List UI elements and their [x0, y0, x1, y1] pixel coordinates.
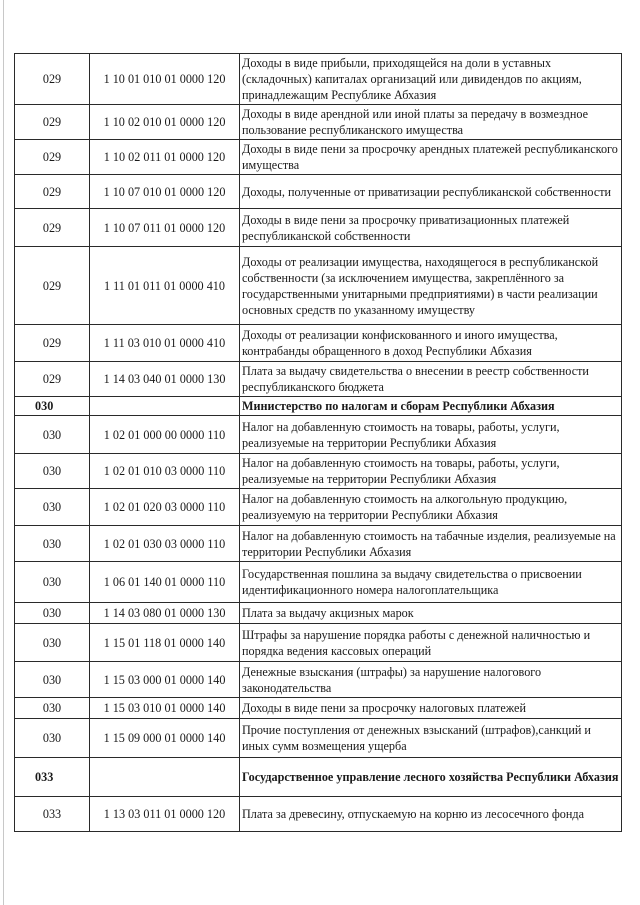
- admin-code-cell: 030: [15, 719, 90, 758]
- table-row: [15, 175, 622, 209]
- budget-code-cell: 1 15 03 010 01 0000 140: [90, 698, 240, 719]
- admin-code-cell: 029: [15, 54, 90, 105]
- table-row: [15, 719, 622, 758]
- admin-code-cell: 033: [15, 758, 90, 797]
- budget-code-cell: 1 10 07 010 01 0000 120: [90, 175, 240, 209]
- budget-code-cell: 1 02 01 030 03 0000 110: [90, 526, 240, 562]
- description-cell: Плата за выдачу свидетельства о внесении в реестр собственности республиканского бюджета: [240, 362, 622, 397]
- budget-code-cell: 1 13 03 011 01 0000 120: [90, 797, 240, 832]
- description-cell: Доходы, полученные от приватизации республиканской собственности: [240, 175, 622, 209]
- description-cell: Доходы в виде прибыли, приходящейся на доли в уставных (складочных) капиталах организаций или дивидендов по акциям, принадлежащим Республике Абхазия: [240, 54, 622, 105]
- table-row: [15, 362, 622, 397]
- admin-code-cell: 029: [15, 247, 90, 325]
- table-section-header-row: [15, 397, 622, 416]
- table-row: [15, 54, 622, 105]
- page-edge-line: [3, 0, 4, 905]
- description-cell: Налог на добавленную стоимость на алкогольную продукцию, реализуемую на территории Республики Абхазия: [240, 489, 622, 526]
- admin-code-cell: 030: [15, 416, 90, 454]
- table-section-header-row: [15, 758, 622, 797]
- admin-code-cell: 030: [15, 562, 90, 603]
- admin-code-cell: 030: [15, 698, 90, 719]
- admin-code-cell: 029: [15, 175, 90, 209]
- budget-code-cell: 1 10 07 011 01 0000 120: [90, 209, 240, 247]
- table-row: [15, 140, 622, 175]
- description-cell: Доходы в виде пени за просрочку арендных платежей республиканского имущества: [240, 140, 622, 175]
- description-cell: Государственное управление лесного хозяйства Республики Абхазия: [240, 758, 622, 797]
- budget-code-cell: 1 06 01 140 01 0000 110: [90, 562, 240, 603]
- table-row: [15, 416, 622, 454]
- budget-code-cell: 1 11 03 010 01 0000 410: [90, 325, 240, 362]
- description-cell: Доходы в виде арендной или иной платы за передачу в возмездное пользование республиканского имущества: [240, 105, 622, 140]
- description-cell: Плата за выдачу акцизных марок: [240, 603, 622, 624]
- admin-code-cell: 029: [15, 105, 90, 140]
- description-cell: Налог на добавленную стоимость на товары, работы, услуги, реализуемые на территории Республики Абхазия: [240, 416, 622, 454]
- description-cell: Плата за древесину, отпускаемую на корню из лесосечного фонда: [240, 797, 622, 832]
- description-cell: Доходы в виде пени за просрочку приватизационных платежей республиканской собственности: [240, 209, 622, 247]
- budget-code-cell: 1 10 02 011 01 0000 120: [90, 140, 240, 175]
- admin-code-cell: 029: [15, 140, 90, 175]
- admin-code-cell: 030: [15, 526, 90, 562]
- description-cell: Налог на добавленную стоимость на табачные изделия, реализуемые на территории Республики Абхазия: [240, 526, 622, 562]
- description-cell: Государственная пошлина за выдачу свидетельства о присвоении идентификационного номера налогоплательщика: [240, 562, 622, 603]
- table-row: [15, 797, 622, 832]
- description-cell: Министерство по налогам и сборам Республики Абхазия: [240, 397, 622, 416]
- budget-code-cell: 1 14 03 080 01 0000 130: [90, 603, 240, 624]
- budget-code-cell: 1 02 01 020 03 0000 110: [90, 489, 240, 526]
- budget-code-cell: 1 11 01 011 01 0000 410: [90, 247, 240, 325]
- budget-code-cell: 1 10 01 010 01 0000 120: [90, 54, 240, 105]
- budget-code-cell: 1 02 01 010 03 0000 110: [90, 454, 240, 489]
- budget-code-cell: [90, 758, 240, 797]
- description-cell: Штрафы за нарушение порядка работы с денежной наличностью и порядка ведения кассовых операций: [240, 624, 622, 662]
- table-row: [15, 562, 622, 603]
- table-body: [15, 54, 622, 832]
- admin-code-cell: 029: [15, 325, 90, 362]
- table-row: [15, 247, 622, 325]
- table-row: [15, 624, 622, 662]
- table-row: [15, 454, 622, 489]
- budget-code-cell: 1 15 03 000 01 0000 140: [90, 662, 240, 698]
- budget-code-cell: 1 15 01 118 01 0000 140: [90, 624, 240, 662]
- admin-code-cell: 030: [15, 624, 90, 662]
- description-cell: Доходы от реализации имущества, находящегося в республиканской собственности (за исключением имущества, закреплённого за государственными унитарными предприятиями) в части реализации основных средств по указанному имуществу: [240, 247, 622, 325]
- admin-code-cell: 030: [15, 397, 90, 416]
- admin-code-cell: 030: [15, 603, 90, 624]
- admin-code-cell: 030: [15, 454, 90, 489]
- admin-code-cell: 030: [15, 489, 90, 526]
- description-cell: Доходы от реализации конфискованного и иного имущества, контрабанды обращенного в доход Республики Абхазия: [240, 325, 622, 362]
- budget-code-cell: 1 15 09 000 01 0000 140: [90, 719, 240, 758]
- table-row: [15, 325, 622, 362]
- table-row: [15, 489, 622, 526]
- table-row: [15, 698, 622, 719]
- description-cell: Налог на добавленную стоимость на товары, работы, услуги, реализуемые на территории Республики Абхазия: [240, 454, 622, 489]
- budget-code-cell: 1 02 01 000 00 0000 110: [90, 416, 240, 454]
- admin-code-cell: 030: [15, 662, 90, 698]
- table-row: [15, 526, 622, 562]
- budget-code-cell: 1 14 03 040 01 0000 130: [90, 362, 240, 397]
- table-row: [15, 209, 622, 247]
- table-row: [15, 105, 622, 140]
- budget-code-cell: [90, 397, 240, 416]
- table-row: [15, 603, 622, 624]
- revenue-codes-table: [14, 53, 622, 832]
- table-row: [15, 662, 622, 698]
- admin-code-cell: 033: [15, 797, 90, 832]
- budget-code-cell: 1 10 02 010 01 0000 120: [90, 105, 240, 140]
- description-cell: Денежные взыскания (штрафы) за нарушение налогового законодательства: [240, 662, 622, 698]
- admin-code-cell: 029: [15, 209, 90, 247]
- description-cell: Доходы в виде пени за просрочку налоговых платежей: [240, 698, 622, 719]
- description-cell: Прочие поступления от денежных взысканий (штрафов),санкций и иных сумм возмещения ущерба: [240, 719, 622, 758]
- admin-code-cell: 029: [15, 362, 90, 397]
